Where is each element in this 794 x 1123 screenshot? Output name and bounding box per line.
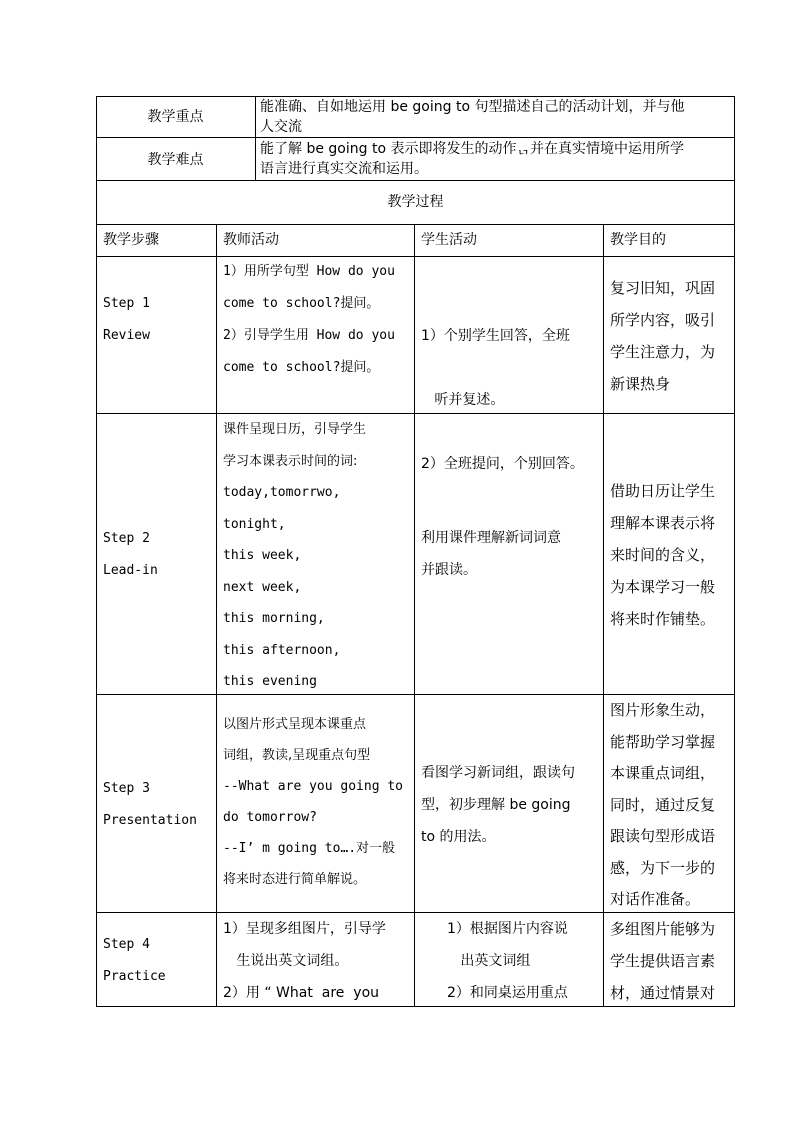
table-line-title [96, 224, 735, 225]
step1-student-activity: 1）个别学生回答，全班 听并复述。 2）全班提问，个别回答。 [421, 328, 584, 472]
step2-student-activity: 利用课件理解新词词意 并跟读。 [421, 530, 561, 578]
step4-purpose: 多组图片能够为 学生提供语言素 材，通过情景对 [610, 920, 716, 1002]
table-line-step2 [96, 694, 735, 695]
step3-name: Step 3 Presentation [103, 781, 197, 828]
step4-student-activity: 1）根据图片内容说 出英文词组 2）和同桌运用重点 [447, 921, 568, 1001]
header-teacher: 教师活动 [223, 232, 279, 248]
difficult-points-label: 教学难点 [147, 152, 204, 168]
step2-name: Step 2 Lead-in [103, 531, 158, 578]
step3-purpose: 图片形象生动， 能帮助学习掌握 本课重点词组， 同时，通过反复 跟读句型形成语 感，为下一步的 对话作准备。 [610, 701, 716, 908]
table-line-label-col [255, 96, 256, 180]
step3-student-activity: 看图学习新词组，跟读句 型，初步理解 be going to 的用法。 [421, 765, 575, 845]
header-student: 学生活动 [421, 232, 477, 248]
header-step: 教学步骤 [103, 232, 159, 248]
table-line-col2 [216, 224, 217, 1006]
step1-name: Step 1 Review [103, 296, 150, 343]
table-border-top [96, 96, 735, 97]
difficult-points-content: 能了解 be going to 表示即将发生的动作ᇅ并在真实情境中运用所学 语言进行真实交流和运用。 [260, 141, 684, 177]
table-line-step1 [96, 413, 735, 414]
table-line-row1 [96, 137, 735, 138]
table-line-row2 [96, 180, 735, 181]
step1-teacher-activity: 1）用所学句型 How do you come to school?提问。 2）引导学生用 How do you come to school?提问。 [223, 264, 395, 375]
table-line-col3 [414, 224, 415, 1006]
table-line-col4 [603, 224, 604, 1006]
process-title: 教学过程 [387, 194, 444, 210]
step1-purpose: 复习旧知，巩固 所学内容，吸引 学生注意力，为 新课热身 [610, 279, 716, 393]
step4-teacher-activity: 1）呈现多组图片，引导学 生说出英文词组。 2）用 “ What are you [223, 921, 386, 1001]
header-purpose: 教学目的 [610, 232, 666, 248]
table-border-left [96, 96, 97, 1007]
key-points-content: 能准确、自如地运用 be going to 句型描述自己的活动计划，并与他 人交流 [260, 99, 685, 135]
table-line-header [96, 256, 735, 257]
step2-teacher-activity: 课件呈现日历，引导学生 学习本课表示时间的词: today,tomorrwo, tonight, this week, next week, this morning, this afternoon, this evening [223, 422, 367, 689]
key-points-label: 教学重点 [147, 109, 204, 125]
step2-purpose: 借助日历让学生 理解本课表示将 来时间的含义， 为本课学习一般 将来时作铺垫。 [610, 482, 716, 628]
step4-name: Step 4 Practice [103, 937, 166, 984]
step3-teacher-activity: 以图片形式呈现本课重点 词组，教读,呈现重点句型 --What are you going to do tomorrow? --I’ m going to….对一般 将来时态进行简单解说。 [223, 717, 404, 887]
table-border-right [734, 96, 735, 1007]
